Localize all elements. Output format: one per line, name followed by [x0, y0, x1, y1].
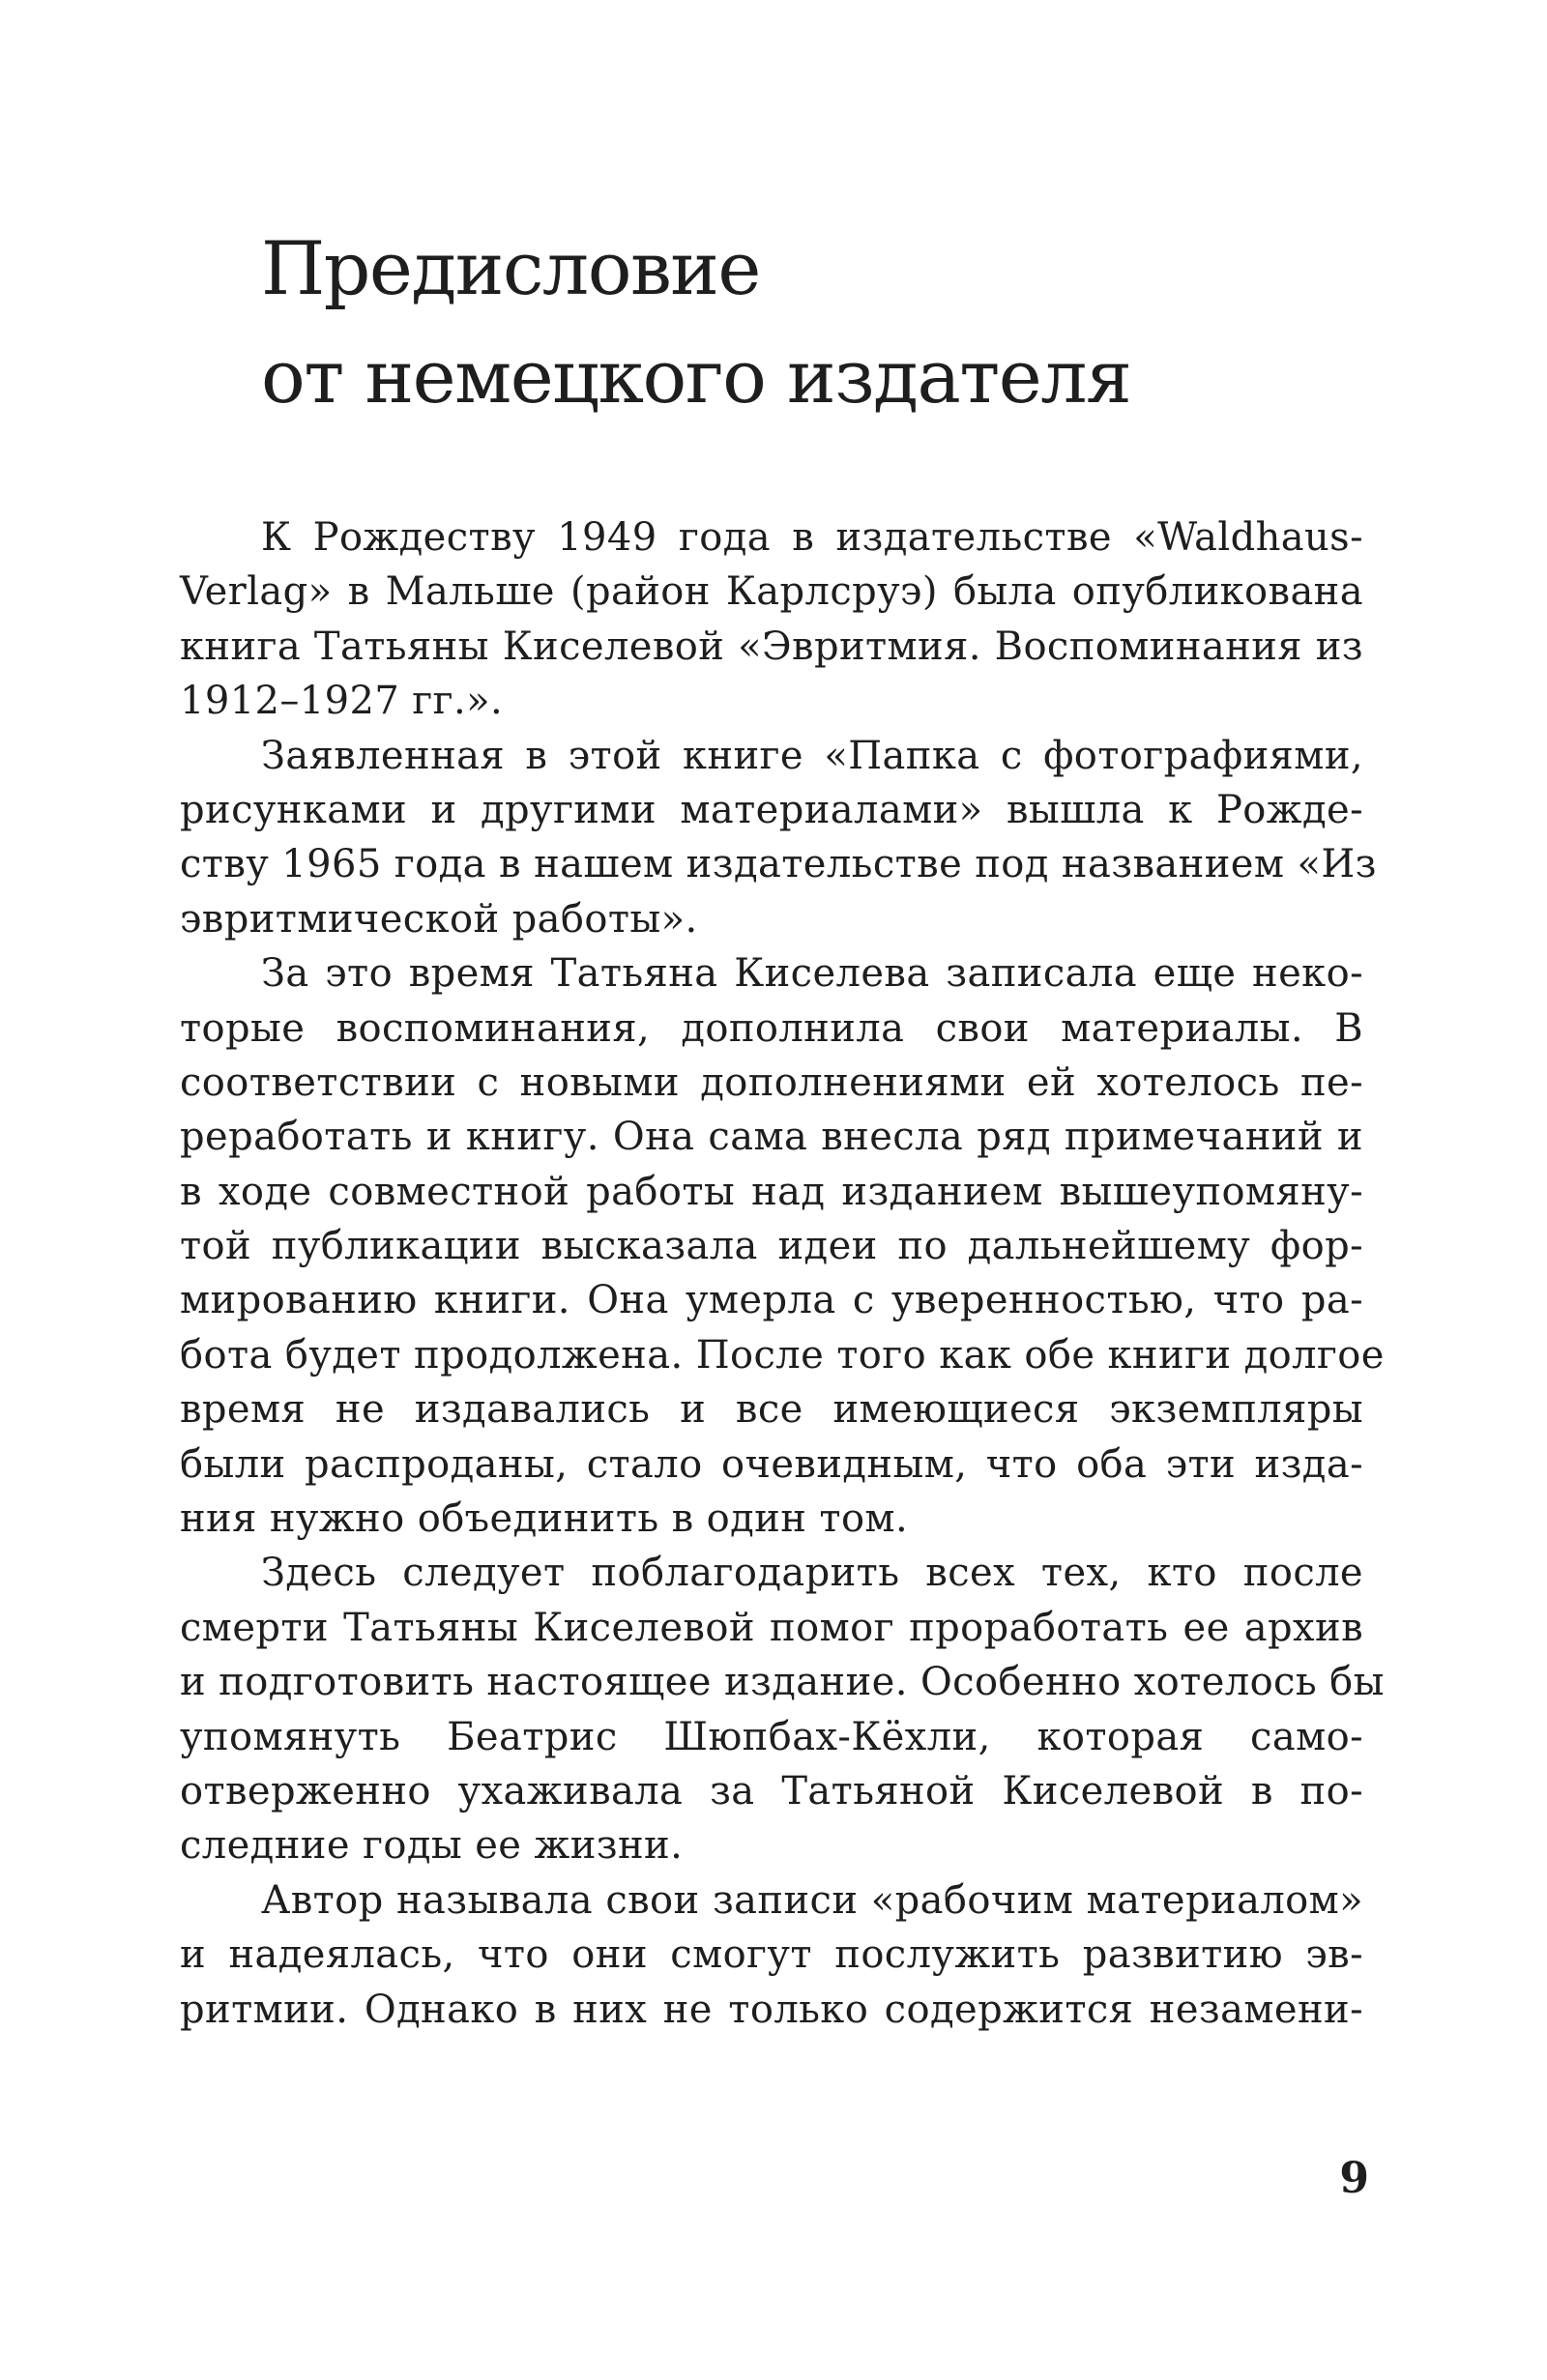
text-line: упомянуть Беатрис Шюпбах-Кёхли, которая само- [180, 1714, 1363, 1759]
text-line: Заявленная в этой книге «Папка с фотографиями, [261, 733, 1363, 778]
text-line: были распроданы, стало очевидным, что оба эти изда- [180, 1441, 1363, 1487]
text-line: торые воспоминания, дополнила свои материалы. В [180, 1005, 1363, 1051]
text-line: соответствии с новыми дополнениями ей хотелось пе- [180, 1059, 1363, 1105]
chapter-title-line-2: от немецкого издателя [261, 334, 1131, 420]
text-line: Здесь следует поблагодарить всех тех, кто после [261, 1551, 1363, 1596]
paragraph-4 [180, 1546, 1385, 1872]
text-line: Verlag» в Мальше (район Карлсруэ) была опубликована [180, 569, 1363, 615]
text-line: ритмии. Однако в них не только содержится незамени- [180, 1987, 1363, 2032]
text-line: и надеялась, что они смогут послужить развитию эв- [180, 1932, 1363, 1978]
text-line: Автор называла свои записи «рабочим материалом» [261, 1877, 1363, 1923]
text-line: в ходе совместной работы над изданием вышеупомяну- [180, 1169, 1363, 1214]
text-line: рисунками и другими материалами» вышла к Рожде- [180, 787, 1363, 832]
paragraph-2 [180, 729, 1377, 947]
text-line: и подготовить настоящее издание. Особенно хотелось бы [180, 1660, 1385, 1705]
text-line: эвритмической работы». [180, 896, 698, 942]
text-line: следние годы ее жизни. [180, 1823, 684, 1869]
text-line: 1912–1927 гг.». [180, 679, 504, 724]
text-line: К Рождеству 1949 года в издательстве «Waldhaus- [261, 515, 1363, 560]
text-line: мированию книги. Она умерла с уверенностью, что ра- [180, 1278, 1363, 1323]
body-text [180, 510, 1385, 2037]
text-line: той публикации высказала идеи по дальнейшему фор- [180, 1224, 1363, 1269]
text-line: книга Татьяны Киселевой «Эвритмия. Воспоминания из [180, 624, 1363, 669]
text-line: ния нужно объединить в один том. [180, 1496, 909, 1542]
text-line: реработать и книгу. Она сама внесла ряд примечаний и [180, 1115, 1363, 1160]
page-number: 9 [1339, 2154, 1369, 2203]
chapter-title [261, 215, 1325, 431]
paragraph-3 [180, 946, 1385, 1546]
text-line: отверженно ухаживала за Татьяной Киселевой в по- [180, 1768, 1363, 1814]
text-line: время не издавались и все имеющиеся экземпляры [180, 1387, 1363, 1433]
text-line: смерти Татьяны Киселевой помог проработать ее архив [180, 1605, 1363, 1650]
text-line: За это время Татьяна Киселева записала еще неко- [261, 951, 1363, 997]
paragraph-1 [180, 510, 1363, 729]
text-line: бота будет продолжена. После того как обе книги долгое [180, 1332, 1385, 1378]
paragraph-5 [180, 1873, 1363, 2037]
text-line: ству 1965 года в нашем издательстве под названием «Из [180, 842, 1377, 887]
chapter-title-line-1: Предисловие [261, 225, 760, 311]
